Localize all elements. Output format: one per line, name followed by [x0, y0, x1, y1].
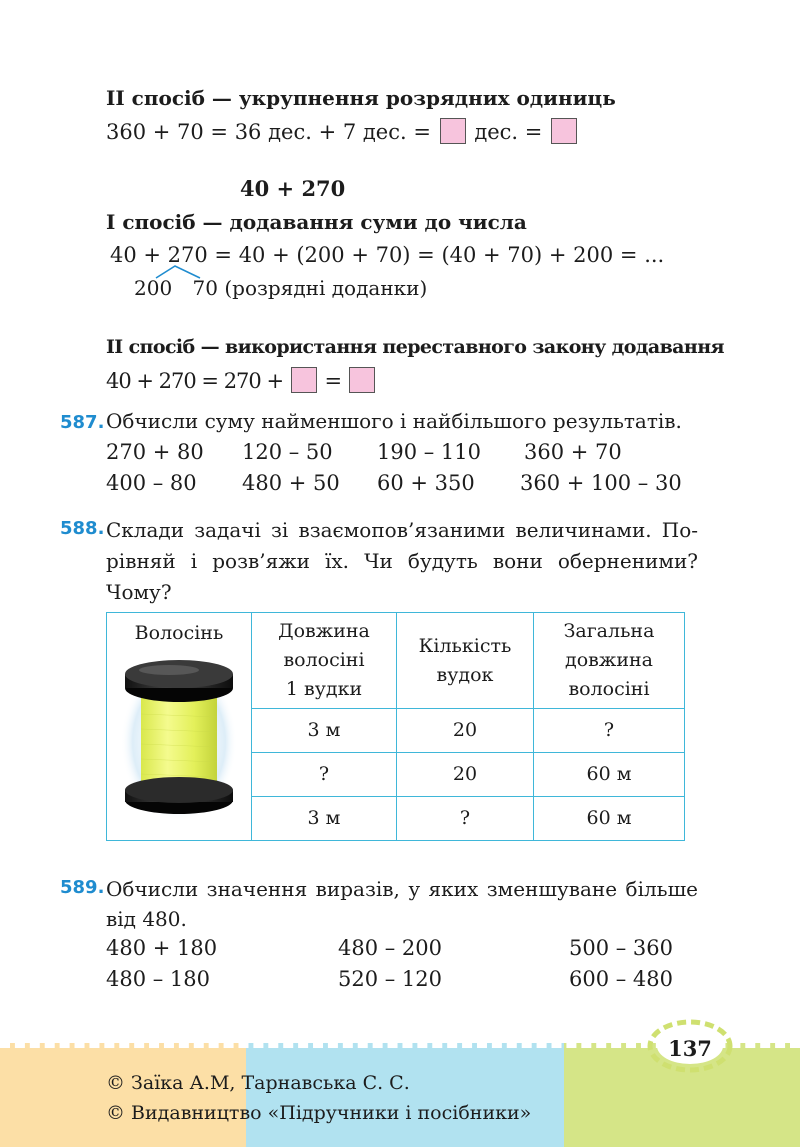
spool-cell: [107, 613, 252, 841]
table-cell: ?: [252, 753, 397, 797]
expression: 600 – 480: [569, 967, 674, 991]
table-cell: 3 м: [252, 797, 397, 841]
task-588-line: Чому?: [106, 580, 172, 604]
column-header-length: [252, 613, 397, 709]
column-header-count: [397, 613, 534, 709]
column-header-line: Загальна: [563, 620, 655, 642]
table-cell: 3 м: [252, 709, 397, 753]
task-589-line: Обчисли значення виразів, у яких зменшуване більше: [106, 877, 698, 901]
equation-1: [106, 118, 579, 144]
fishing-line-spool-icon: [119, 654, 239, 824]
method2-heading: II спосіб — укрупнення розрядних одиниць: [106, 86, 616, 110]
column-header-line: Кількість: [418, 634, 512, 657]
footer-authors: © Заїка А.М, Тарнавська С. С.: [106, 1072, 410, 1094]
footer-band-middle: [246, 1043, 564, 1147]
decomposition-tens: 70: [192, 276, 218, 300]
table-cell: 60 м: [534, 797, 685, 841]
decomposition-note: (розрядні доданки): [224, 276, 428, 300]
expression: 500 – 360: [569, 936, 674, 960]
task-588-line: рівняй і розв’яжи їх. Чи будуть вони оберненими?: [106, 549, 698, 573]
expression: 400 – 80: [106, 471, 197, 495]
equation-1-mid: дес. =: [474, 120, 543, 144]
expression: 360 + 100 – 30: [520, 471, 682, 495]
column-header-line: 1 вудки: [285, 678, 363, 700]
table-cell: 60 м: [534, 753, 685, 797]
column-header-total: [534, 613, 685, 709]
task-number-587: 587.: [60, 412, 105, 433]
equation-2: 40 + 270 = 40 + (200 + 70) = (40 + 70) + 200 = ...: [110, 243, 665, 267]
table-cell: 20: [397, 709, 534, 753]
column-header-line: Волосінь: [134, 622, 224, 644]
column-header-line: вудок: [436, 663, 494, 686]
method1-heading: I спосіб — додавання суми до числа: [106, 210, 527, 234]
answer-box[interactable]: [349, 367, 375, 393]
answer-box[interactable]: [551, 118, 577, 144]
expression: 360 + 70: [524, 440, 622, 464]
column-header-line: Довжина: [278, 620, 370, 642]
equation-3: [106, 367, 377, 393]
task-588-text: [106, 515, 698, 608]
task-number-588: 588.: [60, 518, 105, 539]
column-header-line: довжина: [565, 649, 653, 671]
table-cell: ?: [534, 709, 685, 753]
equation-3-eq: =: [324, 369, 342, 393]
equation-1-left: 360 + 70 = 36 дес. + 7 дес. =: [106, 120, 431, 144]
quantities-table: [106, 612, 685, 841]
column-header-line: волосіні: [283, 649, 365, 671]
table-cell: 20: [397, 753, 534, 797]
column-header-line: волосіні: [568, 678, 650, 700]
decomposition: [134, 276, 427, 300]
task-589-line: від 480.: [106, 907, 187, 931]
expression: 120 – 50: [242, 440, 333, 464]
example-title: 40 + 270: [240, 176, 346, 201]
expression: 480 + 50: [242, 471, 340, 495]
answer-box[interactable]: [440, 118, 466, 144]
footer-band-left: [0, 1043, 246, 1147]
expression: 480 – 180: [106, 967, 211, 991]
task-587-text: Обчисли суму найменшого і найбільшого результатів.: [106, 409, 682, 433]
expression: 480 + 180: [106, 936, 218, 960]
expression: 480 – 200: [338, 936, 443, 960]
table-cell: ?: [397, 797, 534, 841]
task-589-text: [106, 874, 698, 934]
equation-3-left: 40 + 270 = 270 +: [106, 369, 284, 393]
page-number: 137: [668, 1036, 712, 1061]
expression: 190 – 110: [377, 440, 482, 464]
decomposition-hundreds: 200: [134, 276, 173, 300]
expression: 60 + 350: [377, 471, 475, 495]
footer-publisher: © Видавництво «Підручники і посібники»: [106, 1102, 532, 1124]
method2-heading-commutative: II спосіб — використання переставного закону додавання: [106, 336, 724, 358]
task-number-589: 589.: [60, 877, 105, 898]
expression: 520 – 120: [338, 967, 443, 991]
expression: 270 + 80: [106, 440, 204, 464]
answer-box[interactable]: [291, 367, 317, 393]
task-588-line: Склади задачі зі взаємопов’язаними величинами. По-: [106, 518, 698, 542]
